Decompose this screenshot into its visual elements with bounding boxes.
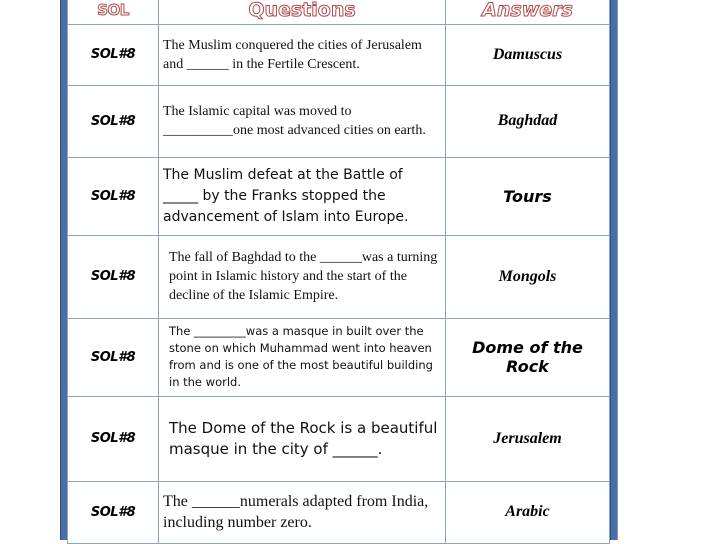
answer-cell: Dome of the Rock [446,318,610,396]
sol-cell: SOL#8 [68,24,159,85]
sol-questions-table [67,0,610,544]
table-row [68,318,610,396]
question-cell: The fall of Baghdad to the ______was a turning point in Islamic history and the start of the decline of the Islamic Empire. [159,235,446,318]
header-row [68,0,610,24]
table-row [68,85,610,157]
answer-cell: Jerusalem [446,396,610,481]
header-sol: SOL [68,0,159,24]
answer-cell: Baghdad [446,85,610,157]
table-row [68,157,610,235]
table-row [68,481,610,543]
sol-cell: SOL#8 [68,318,159,396]
question-cell: The ______numerals adapted from India, including number zero. [159,481,446,543]
sol-cell: SOL#8 [68,235,159,318]
table-row [68,235,610,318]
table-row [68,396,610,481]
answer-cell: Mongols [446,235,610,318]
sol-cell: SOL#8 [68,396,159,481]
header-questions: Questions [159,0,446,24]
header-answers: Answers [446,0,610,24]
answer-cell: Arabic [446,481,610,543]
question-cell: The Muslim conquered the cities of Jerusalem and ______ in the Fertile Crescent. [159,24,446,85]
question-cell: The Dome of the Rock is a beautiful masque in the city of ______. [159,396,446,481]
question-cell: The Muslim defeat at the Battle of _____ by the Franks stopped the advancement of Islam into Europe. [159,157,446,235]
sol-cell: SOL#8 [68,157,159,235]
sol-cell: SOL#8 [68,481,159,543]
question-cell: The _________was a masque in built over the stone on which Muhammad went into heaven from and is one of the most beautiful building in the world. [159,318,446,396]
answer-cell: Tours [446,157,610,235]
table-row [68,24,610,85]
question-cell: The Islamic capital was moved to __________one most advanced cities on earth. [159,85,446,157]
sol-cell: SOL#8 [68,85,159,157]
answer-cell: Damuscus [446,24,610,85]
right-border-bar [610,0,618,540]
